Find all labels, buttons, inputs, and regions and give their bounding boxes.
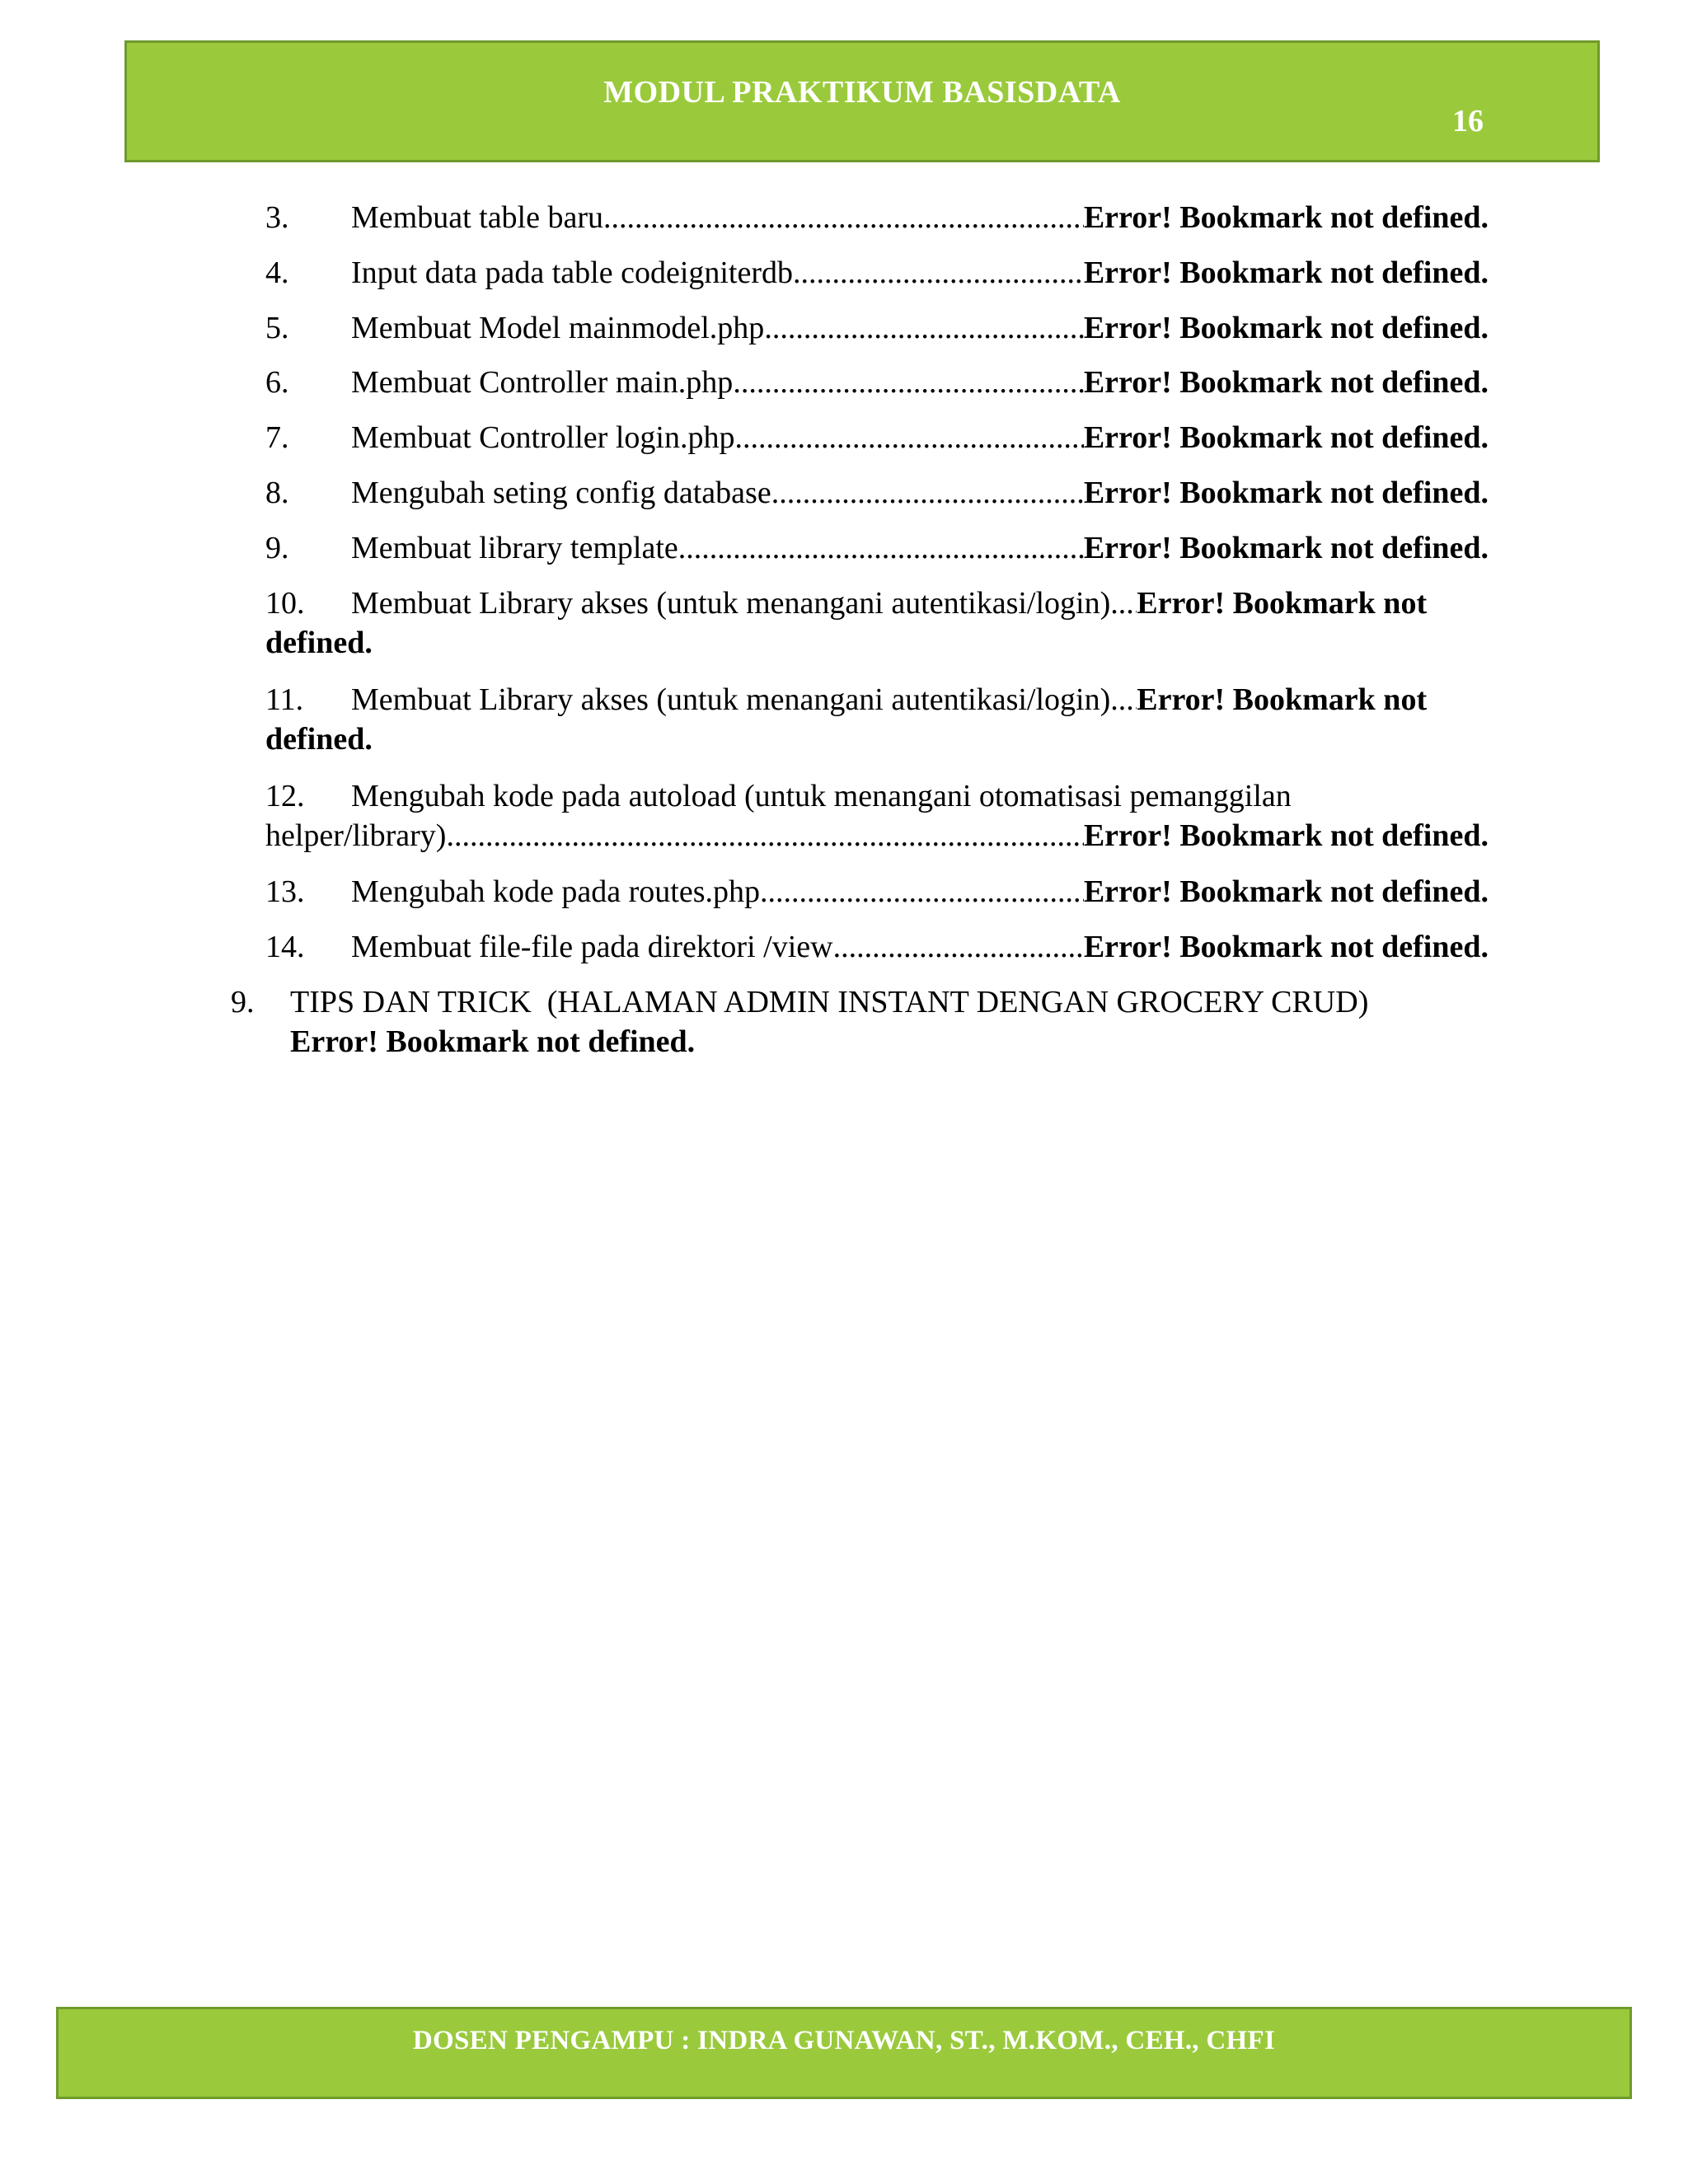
toc-entry-title: Input data pada table codeigniterdb bbox=[351, 255, 794, 290]
toc-entry-number: 7. bbox=[265, 420, 289, 455]
toc-entry-error: Error! Bookmark not defined. bbox=[1083, 874, 1489, 909]
toc-leader-dots bbox=[764, 308, 1084, 348]
toc-leader-dots bbox=[734, 418, 1083, 457]
toc-entry[interactable] bbox=[265, 363, 1489, 402]
toc-entry[interactable] bbox=[265, 872, 1489, 912]
toc-entry-number: 3. bbox=[265, 200, 289, 235]
toc-entry-error: Error! Bookmark not defined. bbox=[1083, 476, 1489, 510]
toc-entry-error: Error! Bookmark not defined. bbox=[1083, 365, 1489, 400]
toc-entry[interactable] bbox=[265, 776, 1489, 855]
toc-entry[interactable] bbox=[265, 927, 1489, 967]
toc-entry[interactable] bbox=[265, 308, 1489, 348]
toc-entry[interactable] bbox=[265, 473, 1489, 513]
toc-entry-number: 6. bbox=[265, 365, 289, 400]
page-header bbox=[124, 40, 1600, 162]
toc-leader-dots bbox=[733, 363, 1084, 402]
toc-entry-number: 9. bbox=[265, 531, 289, 565]
toc-leader-dots bbox=[678, 528, 1084, 568]
toc-entry-error: Error! Bookmark not defined. bbox=[1083, 531, 1489, 565]
toc-entry-error: Error! Bookmark not defined. bbox=[1083, 255, 1489, 290]
toc-leader-dots bbox=[446, 816, 1083, 855]
toc-section-title: TIPS DAN TRICK (HALAMAN ADMIN INSTANT DENGAN GROCERY CRUD) bbox=[290, 985, 1369, 1019]
toc-entry-number: 8. bbox=[265, 476, 289, 510]
toc-section-entry[interactable] bbox=[231, 982, 1550, 1062]
toc-entry-title: Membuat table baru bbox=[351, 200, 604, 235]
toc-entry-title: Membuat Library akses (untuk menangani autentikasi/login) bbox=[351, 586, 1111, 621]
toc-entry-title: Membuat file-file pada direktori /view bbox=[351, 930, 833, 964]
toc-entry-error: Error! Bookmark not defined. bbox=[1083, 200, 1489, 235]
toc-entry[interactable] bbox=[265, 418, 1489, 457]
toc-leader-dots bbox=[833, 927, 1084, 967]
toc-entry[interactable] bbox=[265, 528, 1489, 568]
toc-entry-number: 11. bbox=[265, 682, 304, 717]
toc-leader-dots bbox=[1110, 680, 1137, 719]
toc-entry-error: Error! Bookmark not defined. bbox=[1083, 311, 1489, 345]
toc-entry[interactable] bbox=[265, 253, 1489, 293]
toc-entry-title: Membuat Model mainmodel.php bbox=[351, 311, 765, 345]
toc-leader-dots bbox=[603, 198, 1084, 237]
toc-entry-error: Error! Bookmark not bbox=[1137, 586, 1428, 621]
toc-entry-title: Mengubah kode pada routes.php bbox=[351, 874, 760, 909]
toc-entry-title: Membuat Controller main.php bbox=[351, 365, 734, 400]
toc-leader-dots bbox=[1110, 583, 1137, 623]
page-footer bbox=[56, 2007, 1632, 2099]
toc-entry-number: 10. bbox=[265, 586, 305, 621]
toc-entry-error: Error! Bookmark not bbox=[1137, 682, 1428, 717]
toc-entry[interactable] bbox=[265, 680, 1489, 759]
toc-entry-title: Membuat Controller login.php bbox=[351, 420, 735, 455]
toc-entry-error: Error! Bookmark not defined. bbox=[1083, 930, 1489, 964]
toc-entry-number: 5. bbox=[265, 311, 289, 345]
toc-entry[interactable] bbox=[265, 198, 1489, 237]
toc-entry[interactable] bbox=[265, 583, 1489, 663]
toc-leader-dots bbox=[760, 872, 1084, 912]
toc-leader-dots bbox=[771, 473, 1084, 513]
toc-entry-title: Mengubah kode pada autoload (untuk menangani otomatisasi pemanggilan bbox=[351, 779, 1292, 813]
page-number: 16 bbox=[1452, 104, 1484, 138]
toc-entry-error: Error! Bookmark not defined. bbox=[1083, 420, 1489, 455]
toc-entry-number: 13. bbox=[265, 874, 305, 909]
toc-entry-number: 14. bbox=[265, 930, 305, 964]
toc-entry-title-continued: helper/library) bbox=[265, 818, 447, 853]
toc-entry-title: Membuat library template bbox=[351, 531, 678, 565]
toc-entry-number: 4. bbox=[265, 255, 289, 290]
toc-entry-title: Membuat Library akses (untuk menangani autentikasi/login) bbox=[351, 682, 1111, 717]
toc-section-error: Error! Bookmark not defined. bbox=[290, 1024, 696, 1059]
toc-entry-number: 12. bbox=[265, 779, 305, 813]
toc-entry-error-continued: defined. bbox=[265, 626, 373, 660]
header-title: MODUL PRAKTIKUM BASISDATA bbox=[603, 75, 1121, 110]
footer-text: DOSEN PENGAMPU : INDRA GUNAWAN, ST., M.KOM., CEH., CHFI bbox=[412, 2026, 1276, 2055]
toc-entry-title: Mengubah seting config database bbox=[351, 476, 771, 510]
toc-section-number: 9. bbox=[231, 985, 255, 1019]
toc-entry-error-continued: defined. bbox=[265, 722, 373, 757]
toc-entry-error: Error! Bookmark not defined. bbox=[1083, 818, 1489, 853]
toc-leader-dots bbox=[793, 253, 1084, 293]
